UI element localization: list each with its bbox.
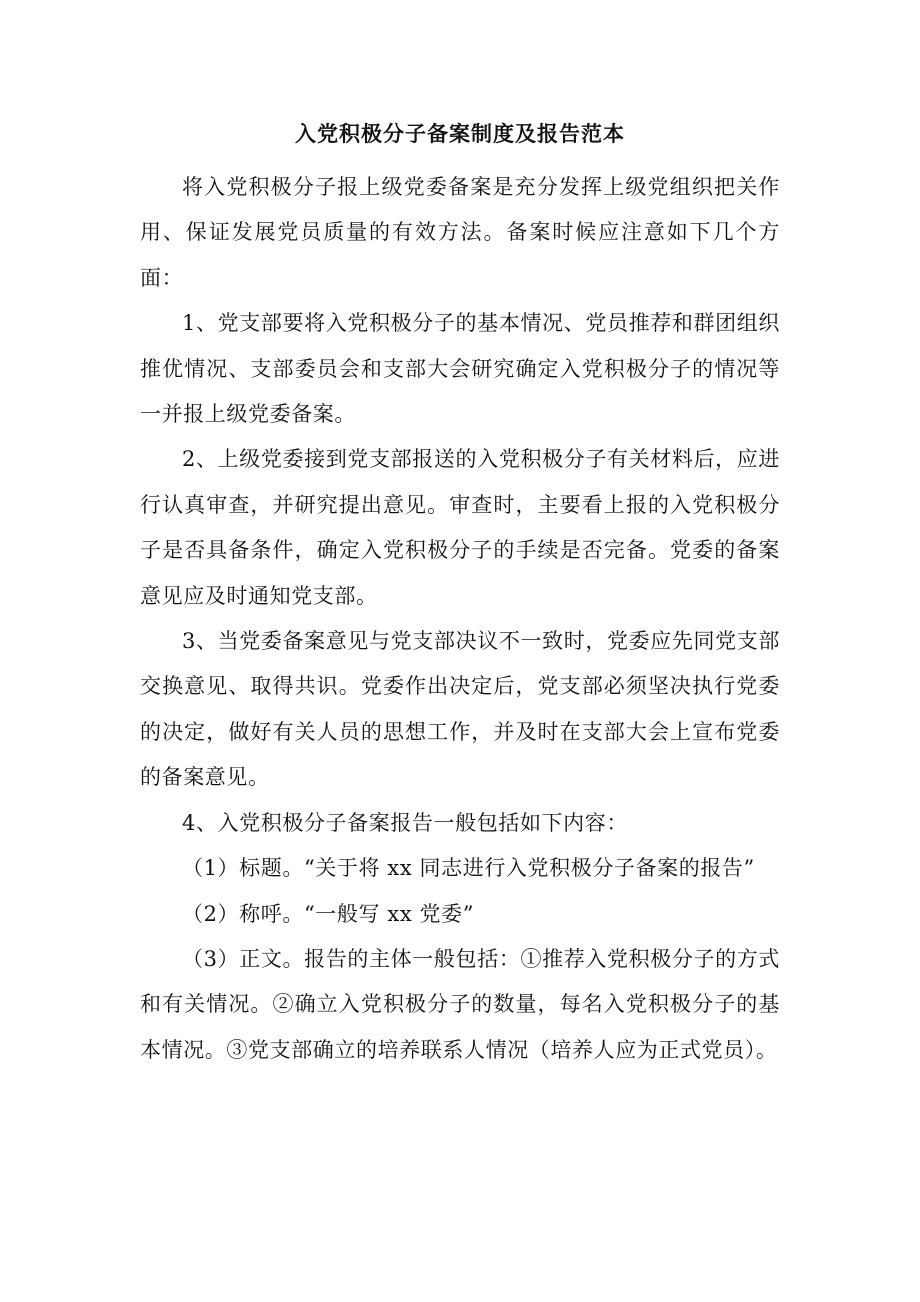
sub-item-salutation-paragraph: （2）称呼。“一般写 xx 党委” <box>182 901 475 926</box>
document-title: 入党积极分子备案制度及报告范本 <box>295 121 625 146</box>
intro-paragraph: 将入党积极分子报上级党委备案是充分发挥上级党组织把关作用、保证发展党员质量的有效方法。备案时候应注意如下几个方面： <box>140 175 780 290</box>
item-3-paragraph: 3、当党委备案意见与党支部决议不一致时，党委应先同党支部交换意见、取得共识。党委作出决定后，党支部必须坚决执行党委的决定，做好有关人员的思想工作，并及时在支部大会上宣布党委的备案意见。 <box>140 629 780 790</box>
document-body <box>140 165 780 1073</box>
item-1-paragraph: 1、党支部要将入党积极分子的基本情况、党员推荐和群团组织推优情况、支部委员会和支部大会研究确定入党积极分子的情况等一并报上级党委备案。 <box>140 311 780 427</box>
sub-item-body-paragraph: （3）正文。报告的主体一般包括：①推荐入党积极分子的方式和有关情况。②确立入党积极分子的数量，每名入党积极分子的基本情况。③党支部确立的培养联系人情况（培养人应为正式党员）。 <box>140 946 780 1062</box>
sub-item-title-paragraph: （1）标题。“关于将 xx 同志进行入党积极分子备案的报告” <box>182 856 755 881</box>
item-2-paragraph: 2、上级党委接到党支部报送的入党积极分子有关材料后，应进行认真审查，并研究提出意见。审查时，主要看上报的入党积极分子是否具备条件，确定入党积极分子的手续是否完备。党委的备案意见应及时通知党支部。 <box>140 447 780 608</box>
item-4-paragraph: 4、入党积极分子备案报告一般包括如下内容： <box>182 810 628 835</box>
